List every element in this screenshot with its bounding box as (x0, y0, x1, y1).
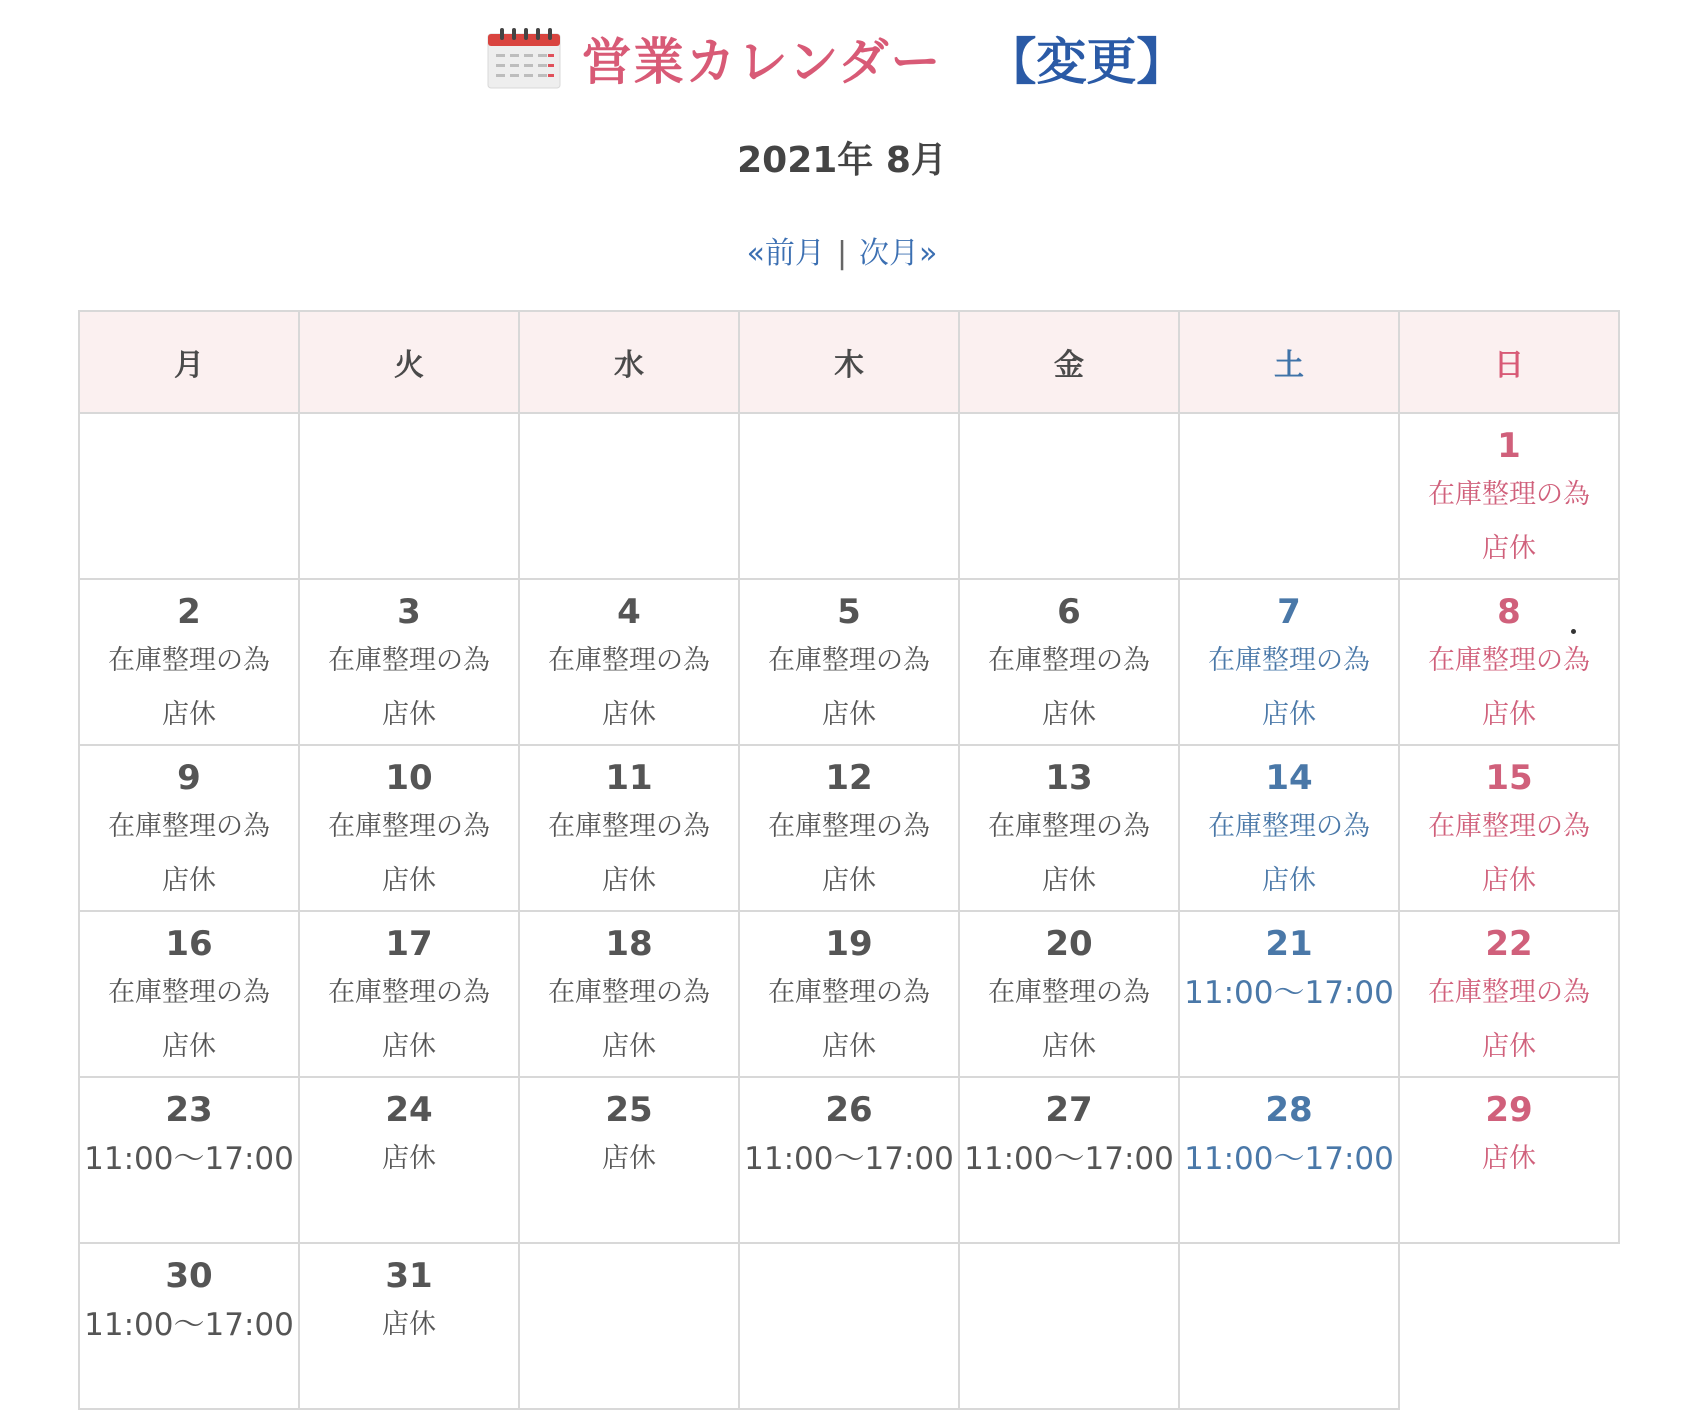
day-note: 店休 (822, 865, 876, 896)
prev-month-link[interactable]: «前月 (746, 236, 825, 271)
calendar-week-row (79, 579, 1619, 745)
day-number: 11 (605, 758, 653, 798)
calendar-day-cell (299, 745, 519, 911)
edit-link[interactable]: 【変更】 (986, 33, 1187, 91)
business-hours: 11:00〜17:00 (744, 1141, 954, 1177)
day-note: 店休 (602, 1143, 656, 1174)
calendar-empty-cell (959, 413, 1179, 579)
day-number: 26 (825, 1090, 873, 1130)
calendar-day-cell (1399, 1077, 1619, 1243)
day-note: 在庫整理の為 (988, 977, 1150, 1008)
day-note: 店休 (1482, 1143, 1536, 1174)
calendar-day-cell (1399, 579, 1619, 745)
calendar-day-cell (519, 745, 739, 911)
calendar-day-cell (739, 745, 959, 911)
day-note: 店休 (1042, 1031, 1096, 1062)
calendar-day-cell (79, 579, 299, 745)
day-number: 1 (1497, 426, 1521, 466)
calendar-day-cell (739, 579, 959, 745)
day-note: 店休 (382, 699, 436, 730)
weekday-fri: 金 (959, 311, 1179, 413)
calendar-empty-cell (739, 413, 959, 579)
calendar-week-row (79, 413, 1619, 579)
calendar-week-row (79, 1077, 1619, 1243)
day-number: 29 (1485, 1090, 1533, 1130)
weekday-wed: 水 (519, 311, 739, 413)
calendar-day-cell (299, 911, 519, 1077)
calendar-empty-cell (79, 413, 299, 579)
calendar-empty-cell (299, 413, 519, 579)
day-number: 17 (385, 924, 433, 964)
day-number: 4 (617, 592, 641, 632)
day-number: 12 (825, 758, 873, 798)
business-hours: 11:00〜17:00 (964, 1141, 1174, 1177)
day-note: 在庫整理の為 (548, 977, 710, 1008)
calendar-day-cell (79, 911, 299, 1077)
calendar-day-cell (1179, 911, 1399, 1077)
day-number: 31 (385, 1256, 433, 1296)
day-note: 在庫整理の為 (1428, 479, 1590, 510)
day-note: 店休 (1262, 865, 1316, 896)
day-note: 店休 (1042, 865, 1096, 896)
calendar-day-cell (959, 579, 1179, 745)
day-note: 店休 (162, 865, 216, 896)
day-number: 21 (1265, 924, 1313, 964)
day-note: 在庫整理の為 (108, 977, 270, 1008)
calendar-empty-cell (1399, 1243, 1619, 1409)
day-number: 23 (165, 1090, 213, 1130)
day-note: 店休 (382, 1143, 436, 1174)
day-note: 在庫整理の為 (1208, 811, 1370, 842)
day-note: 在庫整理の為 (108, 645, 270, 676)
day-note: 在庫整理の為 (328, 977, 490, 1008)
calendar-empty-cell (519, 413, 739, 579)
day-note: 店休 (1482, 699, 1536, 730)
day-number: 3 (397, 592, 421, 632)
day-number: 25 (605, 1090, 653, 1130)
day-number: 7 (1277, 592, 1301, 632)
day-note: 在庫整理の為 (1208, 645, 1370, 676)
calendar-day-cell (299, 579, 519, 745)
day-number: 13 (1045, 758, 1093, 798)
day-note: 在庫整理の為 (988, 645, 1150, 676)
day-note: 店休 (1482, 533, 1536, 564)
day-note: 店休 (822, 1031, 876, 1062)
page-title: 営業カレンダー (581, 33, 943, 91)
business-hours: 11:00〜17:00 (1184, 975, 1394, 1011)
calendar-day-cell (79, 745, 299, 911)
calendar-empty-cell (1179, 1243, 1399, 1409)
day-number: 19 (825, 924, 873, 964)
day-note: 店休 (822, 699, 876, 730)
calendar-day-cell (959, 911, 1179, 1077)
day-note: 在庫整理の為 (548, 811, 710, 842)
calendar-icon (486, 26, 562, 90)
nav-separator: | (836, 236, 848, 271)
business-hours: 11:00〜17:00 (1184, 1141, 1394, 1177)
calendar-day-cell (79, 1077, 299, 1243)
calendar-empty-cell (739, 1243, 959, 1409)
day-number: 14 (1265, 758, 1313, 798)
business-hours: 11:00〜17:00 (84, 1307, 294, 1343)
weekday-thu: 木 (739, 311, 959, 413)
day-note: 在庫整理の為 (768, 977, 930, 1008)
weekday-header-row (79, 311, 1619, 413)
day-number: 10 (385, 758, 433, 798)
calendar-body (79, 413, 1619, 1409)
calendar-table (78, 310, 1620, 1410)
day-note: 店休 (1482, 1031, 1536, 1062)
calendar-day-cell (1399, 745, 1619, 911)
day-number: 22 (1485, 924, 1533, 964)
calendar-day-cell (519, 579, 739, 745)
next-month-link[interactable]: 次月» (859, 236, 938, 271)
calendar-week-row (79, 1243, 1619, 1409)
day-note: 店休 (1262, 699, 1316, 730)
day-number: 2 (177, 592, 201, 632)
day-note: 店休 (382, 1031, 436, 1062)
day-note: 在庫整理の為 (1428, 645, 1590, 676)
day-note: 店休 (602, 865, 656, 896)
calendar-day-cell (299, 1077, 519, 1243)
weekday-mon: 月 (79, 311, 299, 413)
calendar-header (0, 18, 1684, 98)
month-navigation (0, 228, 1684, 272)
calendar-empty-cell (519, 1243, 739, 1409)
day-note: 在庫整理の為 (328, 645, 490, 676)
calendar-empty-cell (1179, 413, 1399, 579)
day-note: 店休 (382, 865, 436, 896)
day-note: 在庫整理の為 (1428, 811, 1590, 842)
day-number: 9 (177, 758, 201, 798)
day-number: 5 (837, 592, 861, 632)
day-note: 在庫整理の為 (328, 811, 490, 842)
day-note: 店休 (162, 699, 216, 730)
day-number: 30 (165, 1256, 213, 1296)
day-number: 16 (165, 924, 213, 964)
day-note: 在庫整理の為 (108, 811, 270, 842)
day-note: 店休 (602, 1031, 656, 1062)
weekday-sat: 土 (1179, 311, 1399, 413)
calendar-day-cell (1179, 745, 1399, 911)
calendar-day-cell (739, 1077, 959, 1243)
month-label: 2021年 8月 (737, 140, 947, 181)
day-number: 27 (1045, 1090, 1093, 1130)
day-note: 在庫整理の為 (988, 811, 1150, 842)
day-number: 20 (1045, 924, 1093, 964)
calendar-day-cell (299, 1243, 519, 1409)
day-note: 店休 (1042, 699, 1096, 730)
calendar-day-cell (959, 745, 1179, 911)
day-number: 15 (1485, 758, 1533, 798)
weekday-tue: 火 (299, 311, 519, 413)
day-note: 在庫整理の為 (768, 811, 930, 842)
day-number: 18 (605, 924, 653, 964)
day-note: 店休 (1482, 865, 1536, 896)
weekday-sun: 日 (1399, 311, 1619, 413)
day-note: 在庫整理の為 (1428, 977, 1590, 1008)
day-note: 在庫整理の為 (548, 645, 710, 676)
calendar-day-cell (1179, 1077, 1399, 1243)
calendar-day-cell (79, 1243, 299, 1409)
business-hours: 11:00〜17:00 (84, 1141, 294, 1177)
calendar-week-row (79, 911, 1619, 1077)
calendar-day-cell (739, 911, 959, 1077)
day-note: 店休 (382, 1309, 436, 1340)
calendar-day-cell (1399, 911, 1619, 1077)
calendar-empty-cell (959, 1243, 1179, 1409)
day-note: 在庫整理の為 (768, 645, 930, 676)
calendar-day-cell (959, 1077, 1179, 1243)
day-number: 24 (385, 1090, 433, 1130)
calendar-day-cell (1179, 579, 1399, 745)
calendar-day-cell (519, 1077, 739, 1243)
calendar-week-row (79, 745, 1619, 911)
calendar-day-cell (519, 911, 739, 1077)
stray-dot (1571, 629, 1576, 634)
day-number: 6 (1057, 592, 1081, 632)
day-note: 店休 (602, 699, 656, 730)
calendar-day-cell (1399, 413, 1619, 579)
day-number: 28 (1265, 1090, 1313, 1130)
day-note: 店休 (162, 1031, 216, 1062)
day-number: 8 (1497, 592, 1521, 632)
